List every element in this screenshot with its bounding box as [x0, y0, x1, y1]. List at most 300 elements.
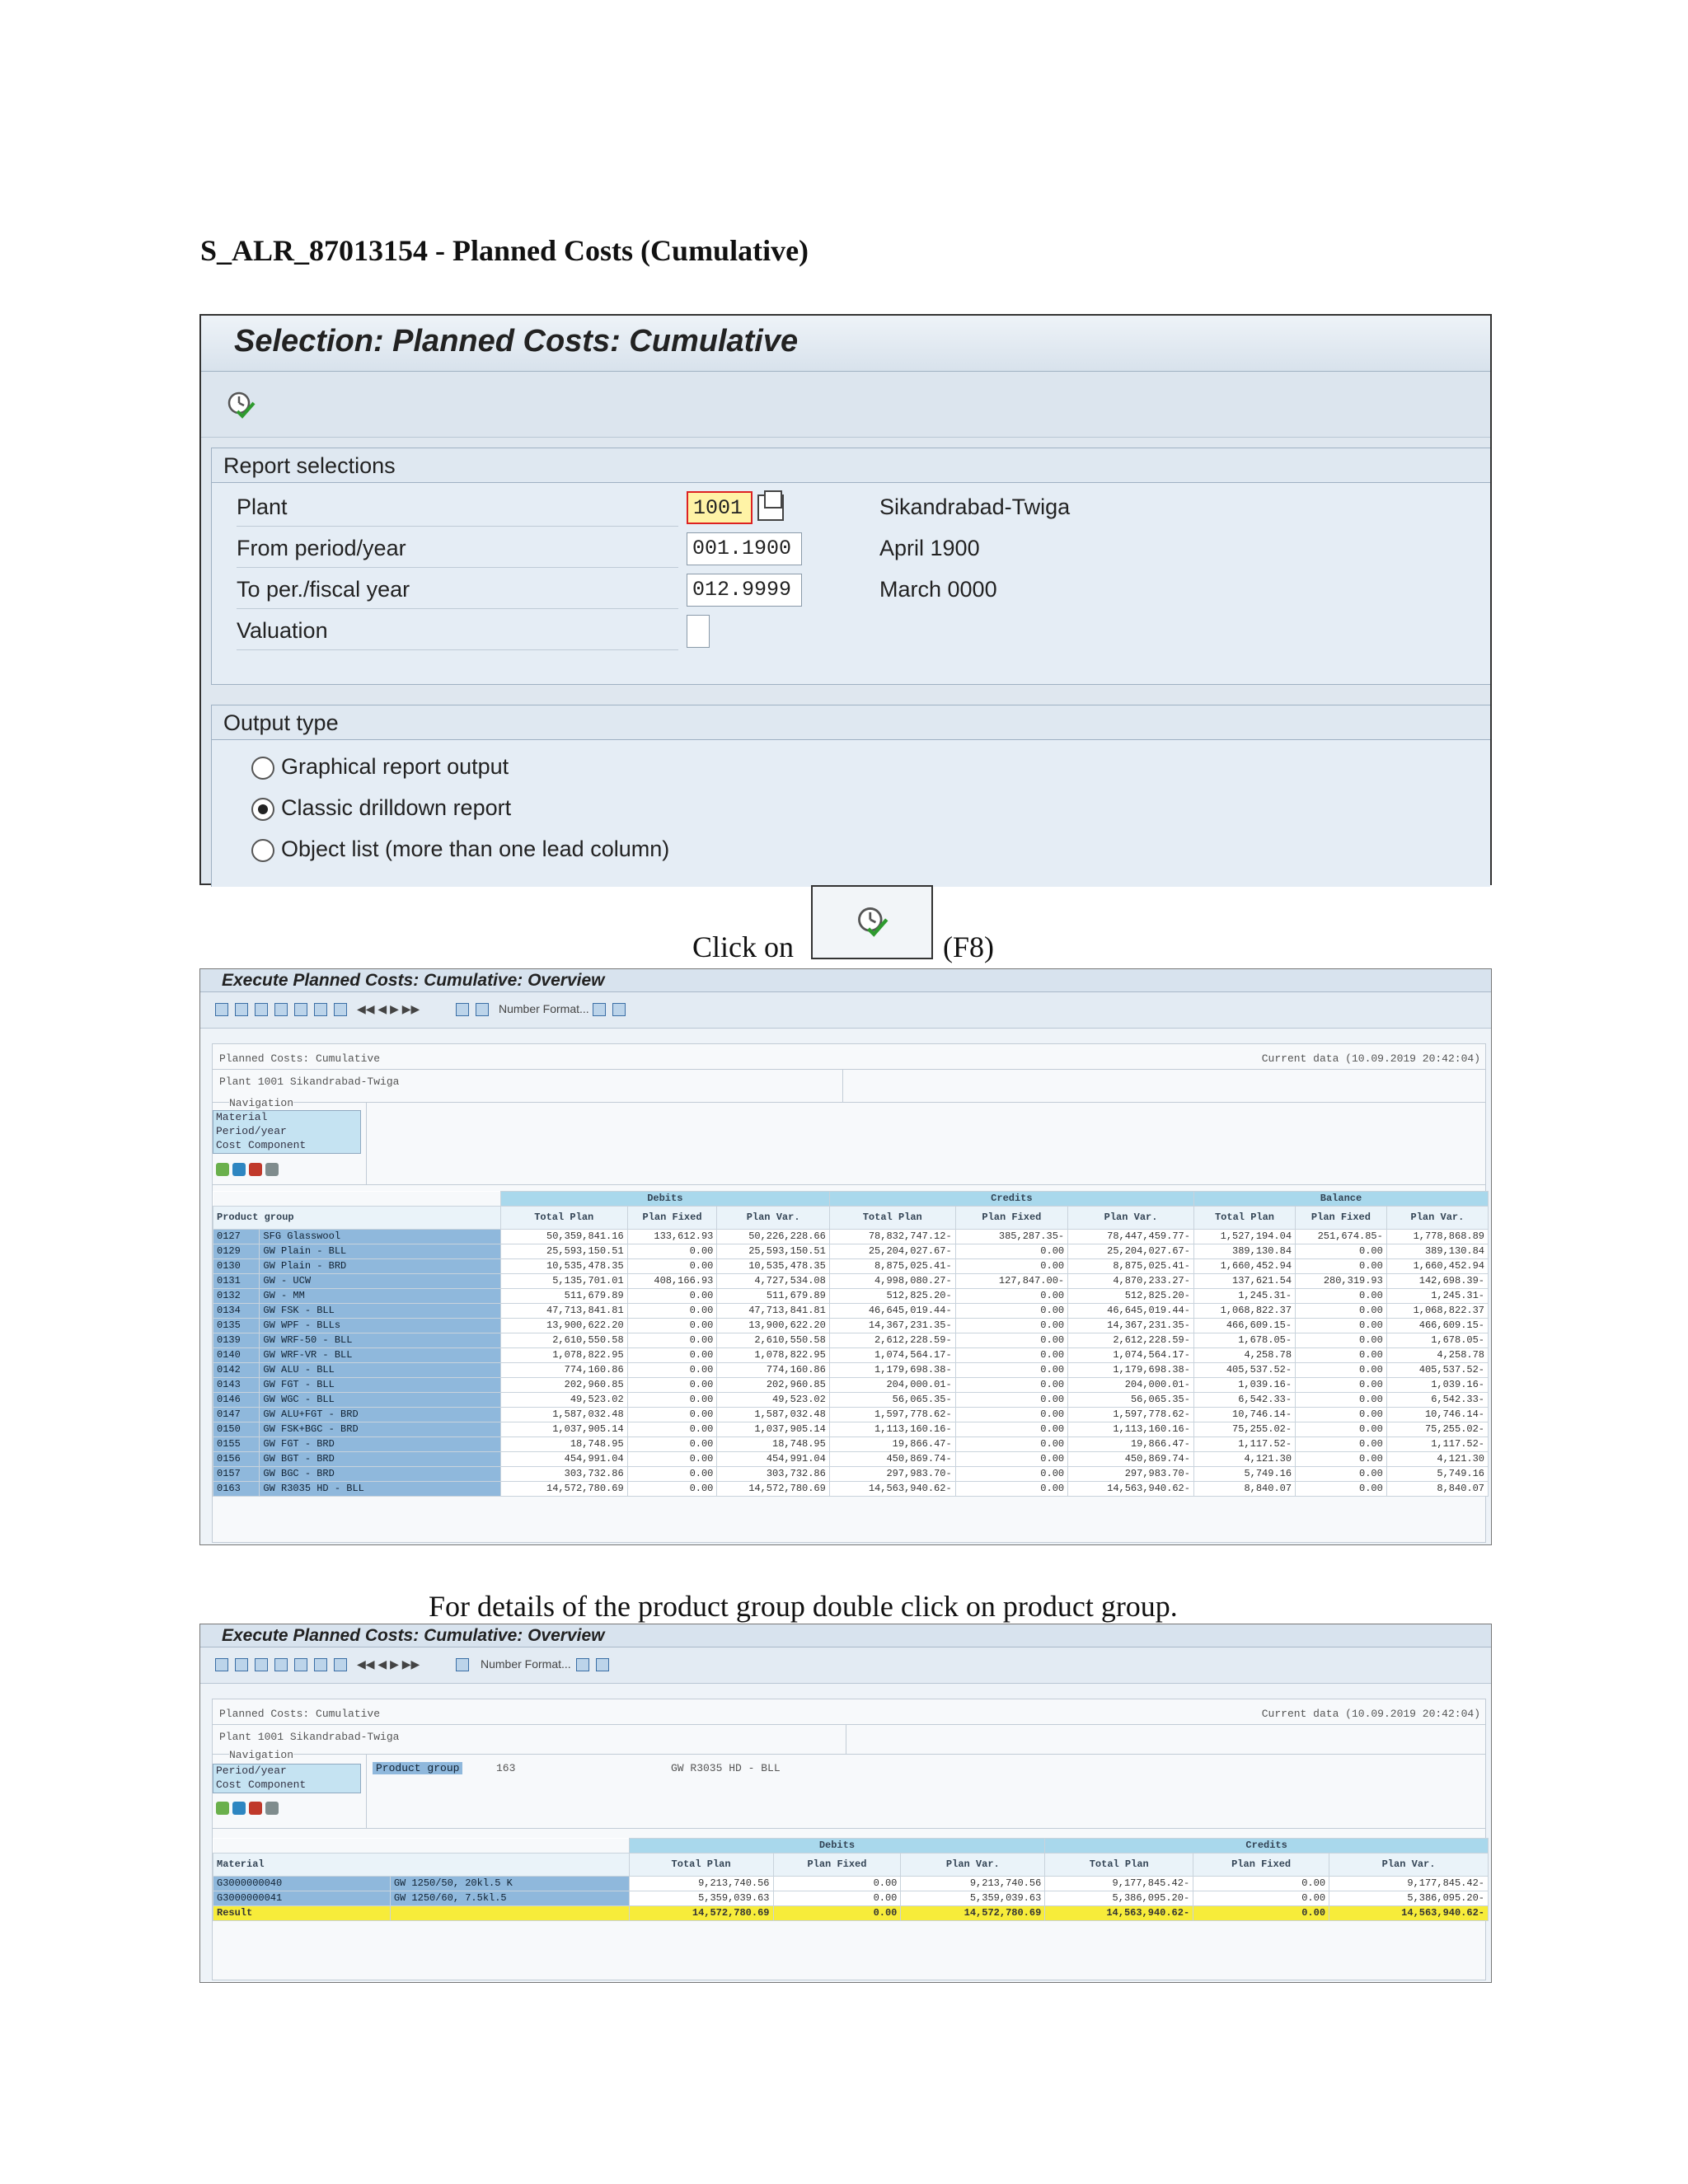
report1-title: Execute Planned Costs: Cumulative: Overview	[200, 969, 1491, 992]
to-period-row	[237, 570, 1490, 610]
row-value-cell: 1,179,698.38-	[1068, 1363, 1194, 1378]
toolbar-icon[interactable]	[456, 1003, 469, 1016]
toolbar-icon[interactable]	[235, 1003, 248, 1016]
table-row[interactable]	[213, 1437, 1489, 1452]
row-key-cell[interactable]: G3000000041	[213, 1891, 391, 1906]
row-value-cell: 1,678.05-	[1386, 1333, 1488, 1348]
row-value-cell: 19,866.47-	[829, 1437, 955, 1452]
table-row[interactable]	[213, 1304, 1489, 1319]
toolbar-icon[interactable]	[255, 1003, 268, 1016]
row-value-cell: 0.00	[627, 1422, 717, 1437]
row-value-cell: 0.00	[1296, 1437, 1387, 1452]
band-debits: Debits	[500, 1192, 829, 1207]
result-value: 14,563,940.62-	[1045, 1906, 1193, 1921]
row-value-cell: 75,255.02-	[1193, 1422, 1295, 1437]
row-key-cell[interactable]: 0129	[213, 1244, 260, 1259]
row-value-cell: 1,113,160.16-	[1068, 1422, 1194, 1437]
row-value-cell: 9,177,845.42-	[1045, 1877, 1193, 1891]
row-value-cell: 0.00	[1193, 1891, 1329, 1906]
row-value-cell: 0.00	[955, 1408, 1067, 1422]
number-format-button[interactable]: Number Format...	[499, 1002, 589, 1015]
row-value-cell: 78,447,459.77-	[1068, 1230, 1194, 1244]
row-value-cell: 1,068,822.37	[1193, 1304, 1295, 1319]
nav-item-cost-component[interactable]: Cost Component	[216, 1139, 307, 1151]
col-total-plan[interactable]: Total Plan	[829, 1207, 955, 1230]
row-value-cell: 0.00	[627, 1482, 717, 1497]
to-period-label: To per./fiscal year	[237, 577, 410, 602]
row-value-cell: 774,160.86	[717, 1363, 829, 1378]
row-value-cell: 0.00	[627, 1452, 717, 1467]
row-text-cell[interactable]: GW FGT - BLL	[260, 1378, 500, 1393]
row-value-cell: 0.00	[1296, 1408, 1387, 1422]
delete-icon[interactable]	[249, 1163, 262, 1176]
row-value-cell: 0.00	[627, 1259, 717, 1274]
row-value-cell: 25,204,027.67-	[1068, 1244, 1194, 1259]
row-value-cell: 2,612,228.59-	[829, 1333, 955, 1348]
row-value-cell: 1,074,564.17-	[829, 1348, 955, 1363]
row-value-cell: 1,245.31-	[1193, 1289, 1295, 1304]
row-text-cell[interactable]: GW WPF - BLLs	[260, 1319, 500, 1333]
row-value-cell: 10,746.14-	[1386, 1408, 1488, 1422]
band-balance: Balance	[1193, 1192, 1488, 1207]
row-text-cell[interactable]: GW ALU+FGT - BRD	[260, 1408, 500, 1422]
row-value-cell: 0.00	[1296, 1467, 1387, 1482]
row-value-cell: 0.00	[627, 1348, 717, 1363]
row-text-cell[interactable]: GW BGT - BRD	[260, 1452, 500, 1467]
filter-icon[interactable]	[274, 1003, 288, 1016]
row-value-cell: 303,732.86	[717, 1467, 829, 1482]
row-value-cell: 10,746.14-	[1193, 1408, 1295, 1422]
toolbar-icon[interactable]	[612, 1003, 626, 1016]
report2-navigation-list	[213, 1764, 361, 1793]
row-value-cell: 0.00	[627, 1467, 717, 1482]
table-row[interactable]	[213, 1378, 1489, 1393]
radio-graphical[interactable]	[251, 757, 274, 780]
col-total-plan[interactable]: Total Plan	[629, 1854, 773, 1877]
row-value-cell: 389,130.84	[1193, 1244, 1295, 1259]
toolbar-icon[interactable]	[576, 1658, 589, 1671]
col-total-plan[interactable]: Total Plan	[1193, 1207, 1295, 1230]
row-value-cell: 75,255.02-	[1386, 1422, 1488, 1437]
valuation-row	[237, 612, 1490, 651]
row-text-cell[interactable]: GW ALU - BLL	[260, 1363, 500, 1378]
toolbar-icon[interactable]	[456, 1658, 469, 1671]
table-row[interactable]	[213, 1319, 1489, 1333]
row-value-cell: 14,367,231.35-	[829, 1319, 955, 1333]
row-value-cell: 1,179,698.38-	[829, 1363, 955, 1378]
row-value-cell: 8,875,025.41-	[829, 1259, 955, 1274]
row-key-cell[interactable]: 0142	[213, 1363, 260, 1378]
output-type-title: Output type	[212, 705, 1490, 740]
col-plan-var[interactable]: Plan Var.	[901, 1854, 1045, 1877]
row-key-cell[interactable]: 0157	[213, 1467, 260, 1482]
row-value-cell: 389,130.84	[1386, 1244, 1488, 1259]
result-value: 14,563,940.62-	[1329, 1906, 1489, 1921]
drill-product-group-label[interactable]: Product group	[373, 1762, 462, 1774]
row-value-cell: 1,039.16-	[1193, 1378, 1295, 1393]
row-key-cell[interactable]: 0131	[213, 1274, 260, 1289]
row-value-cell: 1,117.52-	[1193, 1437, 1295, 1452]
from-period-row	[237, 529, 1490, 569]
row-key-cell[interactable]: 0156	[213, 1452, 260, 1467]
row-value-cell: 0.00	[627, 1393, 717, 1408]
row-value-cell: 1,037,905.14	[500, 1422, 627, 1437]
row-value-cell: 0.00	[1296, 1378, 1387, 1393]
nav-item-period[interactable]: Period/year	[216, 1125, 287, 1137]
row-text-cell[interactable]: GW WRF-VR - BLL	[260, 1348, 500, 1363]
col-plan-fixed[interactable]: Plan Fixed	[627, 1207, 717, 1230]
toolbar-icon[interactable]	[215, 1658, 228, 1671]
row-key-cell[interactable]: 0150	[213, 1422, 260, 1437]
swap-icon[interactable]	[232, 1802, 246, 1815]
result-label: Result	[213, 1906, 391, 1921]
table-row[interactable]	[213, 1408, 1489, 1422]
row-value-cell: 303,732.86	[500, 1467, 627, 1482]
row-value-cell: 512,825.20-	[829, 1289, 955, 1304]
report2-panel	[212, 1699, 1486, 1980]
report2-plant-line: Plant 1001 Sikandrabad-Twiga	[219, 1731, 400, 1743]
result-value: 14,572,780.69	[629, 1906, 773, 1921]
plant-label: Plant	[237, 494, 288, 519]
row-key-cell[interactable]: 0146	[213, 1393, 260, 1408]
row-value-cell: 5,386,095.20-	[1329, 1891, 1489, 1906]
row-value-cell: 0.00	[627, 1289, 717, 1304]
row-value-cell: 1,660,452.94	[1193, 1259, 1295, 1274]
row-value-cell: 25,593,150.51	[500, 1244, 627, 1259]
print-icon[interactable]	[334, 1658, 347, 1671]
band-credits: Credits	[829, 1192, 1193, 1207]
drilldown-icon[interactable]	[216, 1163, 229, 1176]
row-key-cell[interactable]: 0163	[213, 1482, 260, 1497]
row-value-cell: 466,609.15-	[1386, 1319, 1488, 1333]
row-value-cell: 0.00	[955, 1437, 1067, 1452]
row-text-cell[interactable]: GW R3035 HD - BLL	[260, 1482, 500, 1497]
row-value-cell: 14,563,940.62-	[829, 1482, 955, 1497]
row-value-cell: 49,523.02	[717, 1393, 829, 1408]
result-row	[213, 1906, 1489, 1921]
row-value-cell: 1,597,778.62-	[1068, 1408, 1194, 1422]
row-text-cell[interactable]: GW FSK+BGC - BRD	[260, 1422, 500, 1437]
document-heading: S_ALR_87013154 - Planned Costs (Cumulative)	[200, 234, 809, 267]
f8-key-label: (F8)	[943, 930, 994, 963]
row-value-cell: 280,319.93	[1296, 1274, 1387, 1289]
row-key-cell[interactable]: 0139	[213, 1333, 260, 1348]
row-value-cell: 25,593,150.51	[717, 1244, 829, 1259]
report2-current-data: Current data (10.09.2019 20:42:04)	[1261, 1708, 1480, 1720]
row-text-cell[interactable]: GW BGC - BRD	[260, 1467, 500, 1482]
detail-instruction: For details of the product group double click on product group.	[429, 1590, 1178, 1623]
row-value-cell: 0.00	[955, 1348, 1067, 1363]
row-value-cell: 0.00	[955, 1304, 1067, 1319]
from-period-input[interactable]: 001.1900	[687, 532, 802, 565]
selection-screen	[199, 314, 1492, 885]
col-plan-fixed[interactable]: Plan Fixed	[773, 1854, 901, 1877]
row-value-cell: 0.00	[773, 1877, 901, 1891]
row-value-cell: 1,245.31-	[1386, 1289, 1488, 1304]
radio-object-list[interactable]	[251, 839, 274, 862]
row-value-cell: 10,535,478.35	[500, 1259, 627, 1274]
row-value-cell: 0.00	[1296, 1363, 1387, 1378]
table-row[interactable]	[213, 1230, 1489, 1244]
table-row[interactable]	[213, 1467, 1489, 1482]
sort-down-icon[interactable]	[314, 1003, 327, 1016]
row-value-cell: 1,078,822.95	[500, 1348, 627, 1363]
row-value-cell: 0.00	[955, 1393, 1067, 1408]
row-value-cell: 0.00	[627, 1333, 717, 1348]
col-plan-var[interactable]: Plan Var.	[1068, 1207, 1194, 1230]
row-value-cell: 1,527,194.04	[1193, 1230, 1295, 1244]
row-value-cell: 0.00	[627, 1408, 717, 1422]
row-value-cell: 1,074,564.17-	[1068, 1348, 1194, 1363]
row-value-cell: 8,840.07	[1386, 1482, 1488, 1497]
table-row[interactable]	[213, 1482, 1489, 1497]
print-icon[interactable]	[334, 1003, 347, 1016]
execute-icon[interactable]	[226, 390, 256, 419]
row-value-cell: 10,535,478.35	[717, 1259, 829, 1274]
col-material[interactable]: Material	[213, 1854, 630, 1877]
sort-up-icon[interactable]	[294, 1003, 307, 1016]
row-value-cell: 1,113,160.16-	[829, 1422, 955, 1437]
row-value-cell: 466,609.15-	[1193, 1319, 1295, 1333]
report1-current-data: Current data (10.09.2019 20:42:04)	[1261, 1052, 1480, 1065]
layout-icon[interactable]	[265, 1802, 279, 1815]
row-value-cell: 0.00	[1296, 1259, 1387, 1274]
band-debits: Debits	[629, 1839, 1045, 1854]
nav-item-period[interactable]: Period/year	[216, 1765, 287, 1777]
row-value-cell: 1,660,452.94	[1386, 1259, 1488, 1274]
row-value-cell: 9,177,845.42-	[1329, 1877, 1489, 1891]
row-value-cell: 202,960.85	[717, 1378, 829, 1393]
row-key-cell[interactable]: 0147	[213, 1408, 260, 1422]
col-plan-var[interactable]: Plan Var.	[717, 1207, 829, 1230]
table-row[interactable]	[213, 1274, 1489, 1289]
table-row[interactable]	[213, 1877, 1489, 1891]
sort-down-icon[interactable]	[314, 1658, 327, 1671]
table-row[interactable]	[213, 1422, 1489, 1437]
col-product-group[interactable]: Product group	[213, 1207, 501, 1230]
row-value-cell: 297,983.70-	[829, 1467, 955, 1482]
col-plan-fixed[interactable]: Plan Fixed	[1296, 1207, 1387, 1230]
row-value-cell: 4,121.30	[1386, 1452, 1488, 1467]
report1-name: Planned Costs: Cumulative	[219, 1052, 381, 1065]
table-row[interactable]	[213, 1363, 1489, 1378]
row-value-cell: 405,537.52-	[1386, 1363, 1488, 1378]
table-row[interactable]	[213, 1393, 1489, 1408]
report-selections-group	[211, 448, 1490, 685]
first-page-icon[interactable]: ◀◀ ◀ ▶ ▶▶	[357, 1002, 420, 1015]
row-value-cell: 2,612,228.59-	[1068, 1333, 1194, 1348]
col-plan-var[interactable]: Plan Var.	[1329, 1854, 1489, 1877]
col-total-plan[interactable]: Total Plan	[1045, 1854, 1193, 1877]
row-value-cell: 0.00	[1296, 1348, 1387, 1363]
report1-navigation-label: Navigation	[229, 1097, 294, 1109]
row-text-cell[interactable]: GW FGT - BRD	[260, 1437, 500, 1452]
row-key-cell[interactable]: 0143	[213, 1378, 260, 1393]
row-key-cell[interactable]: 0155	[213, 1437, 260, 1452]
row-key-cell[interactable]: 0127	[213, 1230, 260, 1244]
row-value-cell: 0.00	[955, 1259, 1067, 1274]
row-key-cell[interactable]: 0135	[213, 1319, 260, 1333]
row-value-cell: 0.00	[955, 1482, 1067, 1497]
result-value: 0.00	[773, 1906, 901, 1921]
col-plan-fixed[interactable]: Plan Fixed	[1193, 1854, 1329, 1877]
delete-icon[interactable]	[249, 1802, 262, 1815]
row-value-cell: 133,612.93	[627, 1230, 717, 1244]
to-period-input[interactable]: 012.9999	[687, 574, 802, 607]
row-value-cell: 0.00	[1296, 1333, 1387, 1348]
row-value-cell: 0.00	[627, 1244, 717, 1259]
row-value-cell: 25,204,027.67-	[829, 1244, 955, 1259]
row-text-cell[interactable]: GW Plain - BRD	[260, 1259, 500, 1274]
sort-up-icon[interactable]	[294, 1658, 307, 1671]
row-value-cell: 5,749.16	[1386, 1467, 1488, 1482]
row-value-cell: 405,537.52-	[1193, 1363, 1295, 1378]
row-key-cell[interactable]: 0134	[213, 1304, 260, 1319]
execute-button[interactable]	[811, 885, 933, 959]
valuation-input[interactable]	[687, 615, 710, 648]
col-plan-var[interactable]: Plan Var.	[1386, 1207, 1488, 1230]
table-row[interactable]	[213, 1348, 1489, 1363]
multiple-selection-icon[interactable]	[757, 494, 784, 521]
report1-table	[213, 1191, 1489, 1497]
nav-item-cost-component[interactable]: Cost Component	[216, 1779, 307, 1791]
row-value-cell: 0.00	[1296, 1319, 1387, 1333]
row-value-cell: 14,563,940.62-	[1068, 1482, 1194, 1497]
table-row[interactable]	[213, 1289, 1489, 1304]
row-value-cell: 0.00	[773, 1891, 901, 1906]
row-key-cell[interactable]: 0130	[213, 1259, 260, 1274]
row-value-cell: 0.00	[627, 1304, 717, 1319]
first-page-icon[interactable]: ◀◀ ◀ ▶ ▶▶	[357, 1657, 420, 1671]
row-value-cell: 5,359,039.63	[629, 1891, 773, 1906]
row-key-cell[interactable]: 0140	[213, 1348, 260, 1363]
selection-toolbar	[201, 372, 1490, 438]
filter-icon[interactable]	[274, 1658, 288, 1671]
row-text-cell[interactable]: GW - UCW	[260, 1274, 500, 1289]
row-value-cell: 1,117.52-	[1386, 1437, 1488, 1452]
plant-description: Sikandrabad-Twiga	[879, 494, 1071, 519]
swap-icon[interactable]	[232, 1163, 246, 1176]
row-value-cell: 1,037,905.14	[717, 1422, 829, 1437]
row-value-cell: 50,226,228.66	[717, 1230, 829, 1244]
row-value-cell: 142,698.39-	[1386, 1274, 1488, 1289]
row-value-cell: 0.00	[1193, 1877, 1329, 1891]
row-value-cell: 0.00	[955, 1422, 1067, 1437]
layout-icon[interactable]	[265, 1163, 279, 1176]
row-value-cell: 0.00	[1296, 1304, 1387, 1319]
nav-item-material[interactable]: Material	[216, 1111, 268, 1123]
row-value-cell: 450,869.74-	[829, 1452, 955, 1467]
number-format-button[interactable]: Number Format...	[481, 1657, 571, 1671]
report1-toolbar	[200, 992, 1491, 1029]
selection-title: Selection: Planned Costs: Cumulative	[201, 316, 1490, 372]
band-credits: Credits	[1045, 1839, 1489, 1854]
table-row[interactable]	[213, 1259, 1489, 1274]
drill-product-group-value[interactable]: 163	[496, 1762, 516, 1774]
report2-toolbar	[200, 1647, 1491, 1684]
from-period-description: April 1900	[879, 536, 980, 560]
row-text-cell[interactable]: SFG Glasswool	[260, 1230, 500, 1244]
row-value-cell: 14,572,780.69	[500, 1482, 627, 1497]
table-row[interactable]	[213, 1244, 1489, 1259]
toolbar-icon[interactable]	[476, 1003, 489, 1016]
row-value-cell: 297,983.70-	[1068, 1467, 1194, 1482]
row-value-cell: 9,213,740.56	[629, 1877, 773, 1891]
drilldown-icon[interactable]	[216, 1802, 229, 1815]
row-text-cell[interactable]: GW FSK - BLL	[260, 1304, 500, 1319]
row-text-cell[interactable]: GW Plain - BLL	[260, 1244, 500, 1259]
toolbar-icon[interactable]	[215, 1003, 228, 1016]
report1-navigation-list	[213, 1110, 361, 1154]
row-value-cell: 13,900,622.20	[500, 1319, 627, 1333]
row-value-cell: 511,679.89	[717, 1289, 829, 1304]
row-value-cell: 0.00	[627, 1363, 717, 1378]
row-value-cell: 204,000.01-	[1068, 1378, 1194, 1393]
toolbar-icon[interactable]	[596, 1658, 609, 1671]
toolbar-icon[interactable]	[235, 1658, 248, 1671]
result-value	[390, 1906, 629, 1921]
toolbar-icon[interactable]	[255, 1658, 268, 1671]
row-value-cell: 14,367,231.35-	[1068, 1319, 1194, 1333]
row-value-cell: 46,645,019.44-	[1068, 1304, 1194, 1319]
row-text-cell[interactable]: GW - MM	[260, 1289, 500, 1304]
table-row[interactable]	[213, 1452, 1489, 1467]
col-plan-fixed[interactable]: Plan Fixed	[955, 1207, 1067, 1230]
report-overview-1	[199, 968, 1492, 1545]
row-value-cell: 0.00	[1296, 1393, 1387, 1408]
row-value-cell: 9,213,740.56	[901, 1877, 1045, 1891]
row-text-cell[interactable]: GW WRF-50 - BLL	[260, 1333, 500, 1348]
row-value-cell: 0.00	[955, 1244, 1067, 1259]
row-value-cell: 13,900,622.20	[717, 1319, 829, 1333]
row-value-cell: 56,065.35-	[1068, 1393, 1194, 1408]
toolbar-icon[interactable]	[593, 1003, 606, 1016]
row-value-cell: 14,572,780.69	[717, 1482, 829, 1497]
row-value-cell: 4,121.30	[1193, 1452, 1295, 1467]
from-period-label: From period/year	[237, 536, 406, 560]
row-text-cell[interactable]: GW 1250/60, 7.5kl.5	[390, 1891, 629, 1906]
row-value-cell: 0.00	[955, 1289, 1067, 1304]
row-value-cell: 18,748.95	[500, 1437, 627, 1452]
col-total-plan[interactable]: Total Plan	[500, 1207, 627, 1230]
row-value-cell: 1,078,822.95	[717, 1348, 829, 1363]
row-key-cell[interactable]: G3000000040	[213, 1877, 391, 1891]
table-row[interactable]	[213, 1891, 1489, 1906]
radio-classic-drilldown[interactable]	[251, 798, 274, 821]
row-value-cell: 0.00	[1296, 1289, 1387, 1304]
table-row[interactable]	[213, 1333, 1489, 1348]
row-value-cell: 6,542.33-	[1193, 1393, 1295, 1408]
plant-input[interactable]: 1001	[687, 491, 753, 524]
row-value-cell: 47,713,841.81	[717, 1304, 829, 1319]
row-value-cell: 0.00	[955, 1467, 1067, 1482]
row-value-cell: 56,065.35-	[829, 1393, 955, 1408]
row-value-cell: 512,825.20-	[1068, 1289, 1194, 1304]
row-value-cell: 0.00	[627, 1319, 717, 1333]
row-value-cell: 2,610,550.58	[717, 1333, 829, 1348]
row-value-cell: 46,645,019.44-	[829, 1304, 955, 1319]
row-value-cell: 4,258.78	[1193, 1348, 1295, 1363]
plant-row	[237, 488, 1490, 527]
row-value-cell: 1,587,032.48	[500, 1408, 627, 1422]
row-key-cell[interactable]: 0132	[213, 1289, 260, 1304]
row-text-cell[interactable]: GW 1250/50, 20kl.5 K	[390, 1877, 629, 1891]
click-instruction: Click on	[692, 930, 794, 963]
row-value-cell: 1,597,778.62-	[829, 1408, 955, 1422]
report-overview-2	[199, 1624, 1492, 1983]
row-value-cell: 1,778,868.89	[1386, 1230, 1488, 1244]
row-text-cell[interactable]: GW WGC - BLL	[260, 1393, 500, 1408]
